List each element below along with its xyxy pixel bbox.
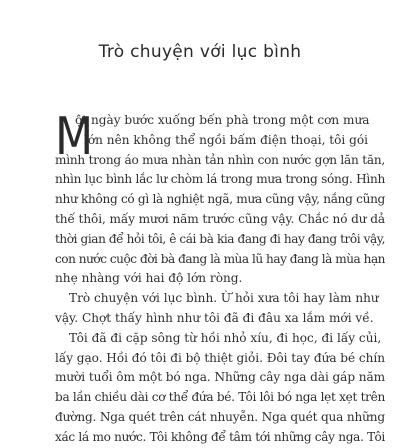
- text-line: đường. Nga quét trên cát nhuyễn. Nga quét qua những: [55, 409, 385, 424]
- text-line: nhẹ nhàng với hai độ lớn ròng.: [55, 271, 243, 286]
- text-line: ba lần chiều dài cơ thể đứa bé. Tôi lôi bó nga lẹt xẹt trên: [55, 390, 385, 405]
- text-line: con nước cuộc đời bà đang là mùa lũ hay đang là mùa hạn: [55, 251, 385, 266]
- text-line: Trò chuyện với lục bình. Ừ hỏi xưa tôi hay làm như: [69, 291, 379, 306]
- text-line: mình trong áo mưa nhàn tản nhìn con nước gợn lăn tăn,: [55, 152, 385, 167]
- text-line: xác lá mo nước. Tôi không để tâm tới những cây nga. Tôi: [55, 429, 385, 444]
- text-line: thời gian để hỏi tôi, ê cái bà kia đang đi hay đang trôi vậy,: [55, 231, 385, 246]
- text-line: vậy. Chợt thấy hình như tôi đã đi đâu xa lắm mới về.: [55, 310, 374, 325]
- text-line: mười tuổi ôm một bó nga. Những cây nga dài gáp năm: [55, 370, 385, 385]
- text-line: lấy gạo. Hồi đó tôi đi bộ thiệt giỏi. Đôi tay đứa bé chín: [55, 350, 385, 365]
- text-line: Tôi đã đi cặp sông từ hồi nhỏ xíu, đi học, đi lấy củi,: [69, 330, 382, 345]
- text-line: như không có gì là nghiệt ngã, mưa cũng vậy, nắng cũng: [55, 192, 385, 207]
- text-line: nhìn lục bình lắc lư chòm lá trong mưa trong sóng. Hình: [55, 172, 385, 187]
- chapter-title: Trò chuyện với lục bình: [98, 42, 302, 62]
- text-line: ột ngày bước xuống bến phà trong một cơn mưa: [75, 113, 370, 127]
- text-line: thế thôi, mấy mươi năm trước cũng vậy. Chắc nó dư dả: [55, 211, 385, 226]
- drop-cap: M: [55, 107, 94, 167]
- body-text: [55, 107, 385, 448]
- text-line: lớn nên không thể ngồi bấm điện thoại, tôi gói: [84, 132, 369, 147]
